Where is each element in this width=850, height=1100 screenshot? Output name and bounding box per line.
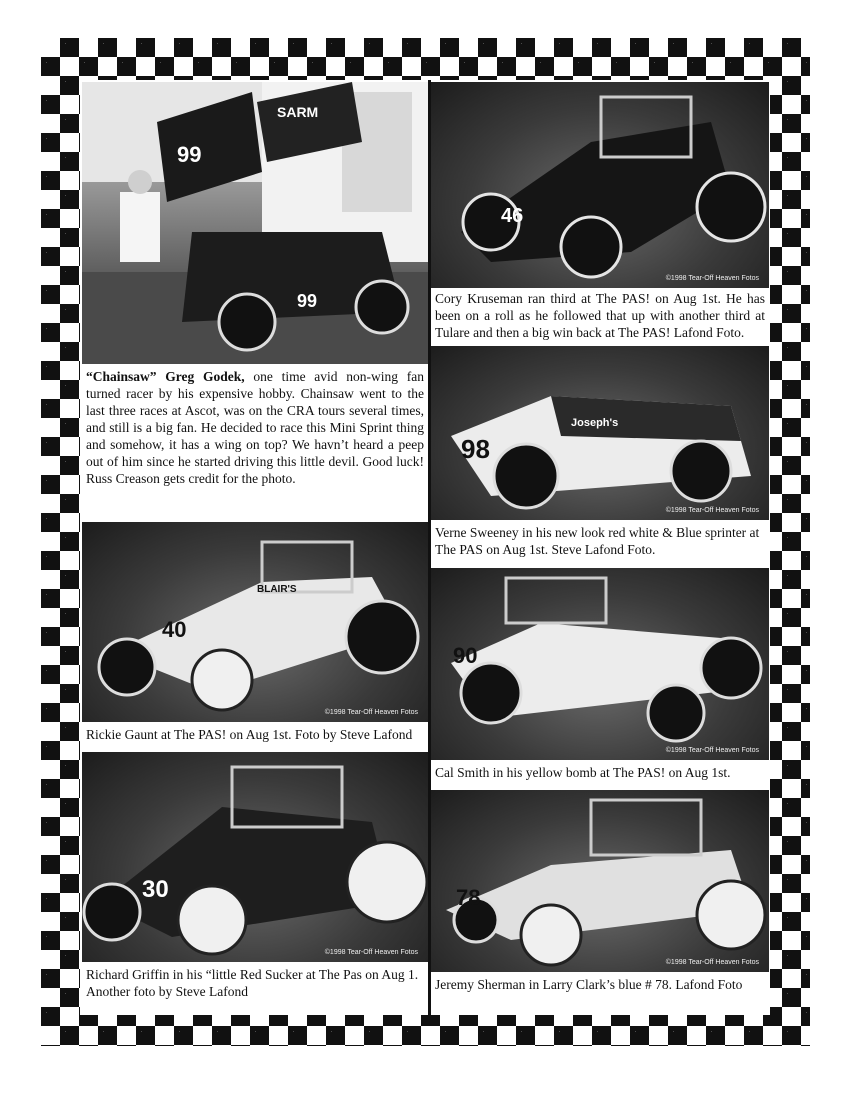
wheel bbox=[461, 663, 521, 723]
caption-godek-text: one time avid non-wing fan turned racer by his expensive hobby. Chainsaw went to the last three races at Ascot, was on the CRA tours several times, and still is a big fan. He decided to race this Mini Sprint thing and somehow, it has a wing on top? We havn’t heard a peep out of him since he started driving this little devil. Good luck! Russ Creason gets credit for the photo. bbox=[86, 369, 424, 486]
caption-kruseman bbox=[431, 288, 769, 346]
wheel bbox=[521, 905, 581, 965]
caption-sherman bbox=[431, 974, 769, 1000]
wheel bbox=[697, 881, 765, 949]
caption-gaunt-text: Rickie Gaunt at The PAS! on Aug 1st. Foto by Steve Lafond bbox=[86, 727, 413, 742]
caption-sherman-text: Jeremy Sherman in Larry Clark’s blue # 78. Lafond Foto bbox=[435, 977, 743, 992]
gaunt-car-number: 40 bbox=[162, 617, 187, 642]
photo-credit: ©1998 Tear-Off Heaven Fotos bbox=[324, 949, 418, 956]
photo-credit: ©1998 Tear-Off Heaven Fotos bbox=[665, 959, 759, 966]
wheel bbox=[701, 638, 761, 698]
wheel bbox=[561, 217, 621, 277]
wheel bbox=[356, 281, 408, 333]
photo-credit: ©1998 Tear-Off Heaven Fotos bbox=[665, 747, 759, 754]
wheel bbox=[192, 650, 252, 710]
caption-griffin-text: Richard Griffin in his “little Red Sucker at The Pas on Aug 1. Another foto by Steve Lafond bbox=[86, 967, 419, 999]
caption-kruseman-text: Cory Kruseman ran third at The PAS! on Aug 1st. He has been on a roll as he followed that up with another third at Tulare and then a big win back at The PAS! Lafond Foto. bbox=[435, 291, 765, 340]
caption-sweeney-text: Verne Sweeney in his new look red white & Blue sprinter at The PAS on Aug 1st. Steve Lafond Foto. bbox=[435, 525, 760, 557]
wheel bbox=[99, 639, 155, 695]
caption-godek-name: “Chainsaw” Greg Godek, bbox=[86, 369, 245, 384]
driver bbox=[120, 192, 160, 262]
photo-credit: ©1998 Tear-Off Heaven Fotos bbox=[665, 275, 759, 282]
roll-cage bbox=[591, 800, 701, 855]
roll-cage bbox=[506, 578, 606, 623]
photo-godek bbox=[82, 82, 428, 364]
wheel bbox=[347, 842, 427, 922]
smith-car-number: 90 bbox=[453, 643, 478, 668]
godek-wing-sponsor: SARM bbox=[277, 104, 319, 120]
photo-sherman bbox=[431, 790, 769, 972]
photo-griffin bbox=[82, 752, 428, 962]
caption-sweeney bbox=[431, 522, 769, 566]
griffin-car-number: 30 bbox=[142, 876, 169, 903]
caption-griffin bbox=[82, 964, 428, 1012]
photo-smith bbox=[431, 568, 769, 760]
wheel bbox=[84, 884, 140, 940]
kruseman-car-number: 46 bbox=[501, 205, 524, 227]
wheel bbox=[671, 441, 731, 501]
godek-wing-number: 99 bbox=[177, 142, 202, 167]
wheel bbox=[697, 173, 765, 241]
caption-smith-text: Cal Smith in his yellow bomb at The PAS! on Aug 1st. bbox=[435, 765, 731, 780]
godek-nose-number: 99 bbox=[297, 291, 318, 311]
sweeney-sponsor: Joseph's bbox=[571, 417, 619, 429]
sherman-car-number: 78 bbox=[456, 885, 481, 910]
photo-kruseman bbox=[431, 82, 769, 288]
wheel bbox=[648, 685, 704, 741]
photo-gaunt bbox=[82, 522, 428, 722]
godek-scene bbox=[82, 82, 428, 364]
sweeney-car-number: 98 bbox=[461, 434, 490, 464]
wheel bbox=[346, 601, 418, 673]
caption-godek bbox=[82, 366, 428, 520]
photo-sweeney bbox=[431, 346, 769, 520]
photo-credit: ©1998 Tear-Off Heaven Fotos bbox=[665, 507, 759, 514]
caption-gaunt bbox=[82, 724, 428, 750]
wheel bbox=[178, 886, 246, 954]
photo-credit: ©1998 Tear-Off Heaven Fotos bbox=[324, 709, 418, 716]
caption-smith bbox=[431, 762, 769, 788]
gaunt-sponsor: BLAIR'S bbox=[257, 584, 297, 595]
wheel bbox=[219, 294, 275, 350]
wheel bbox=[494, 444, 558, 508]
